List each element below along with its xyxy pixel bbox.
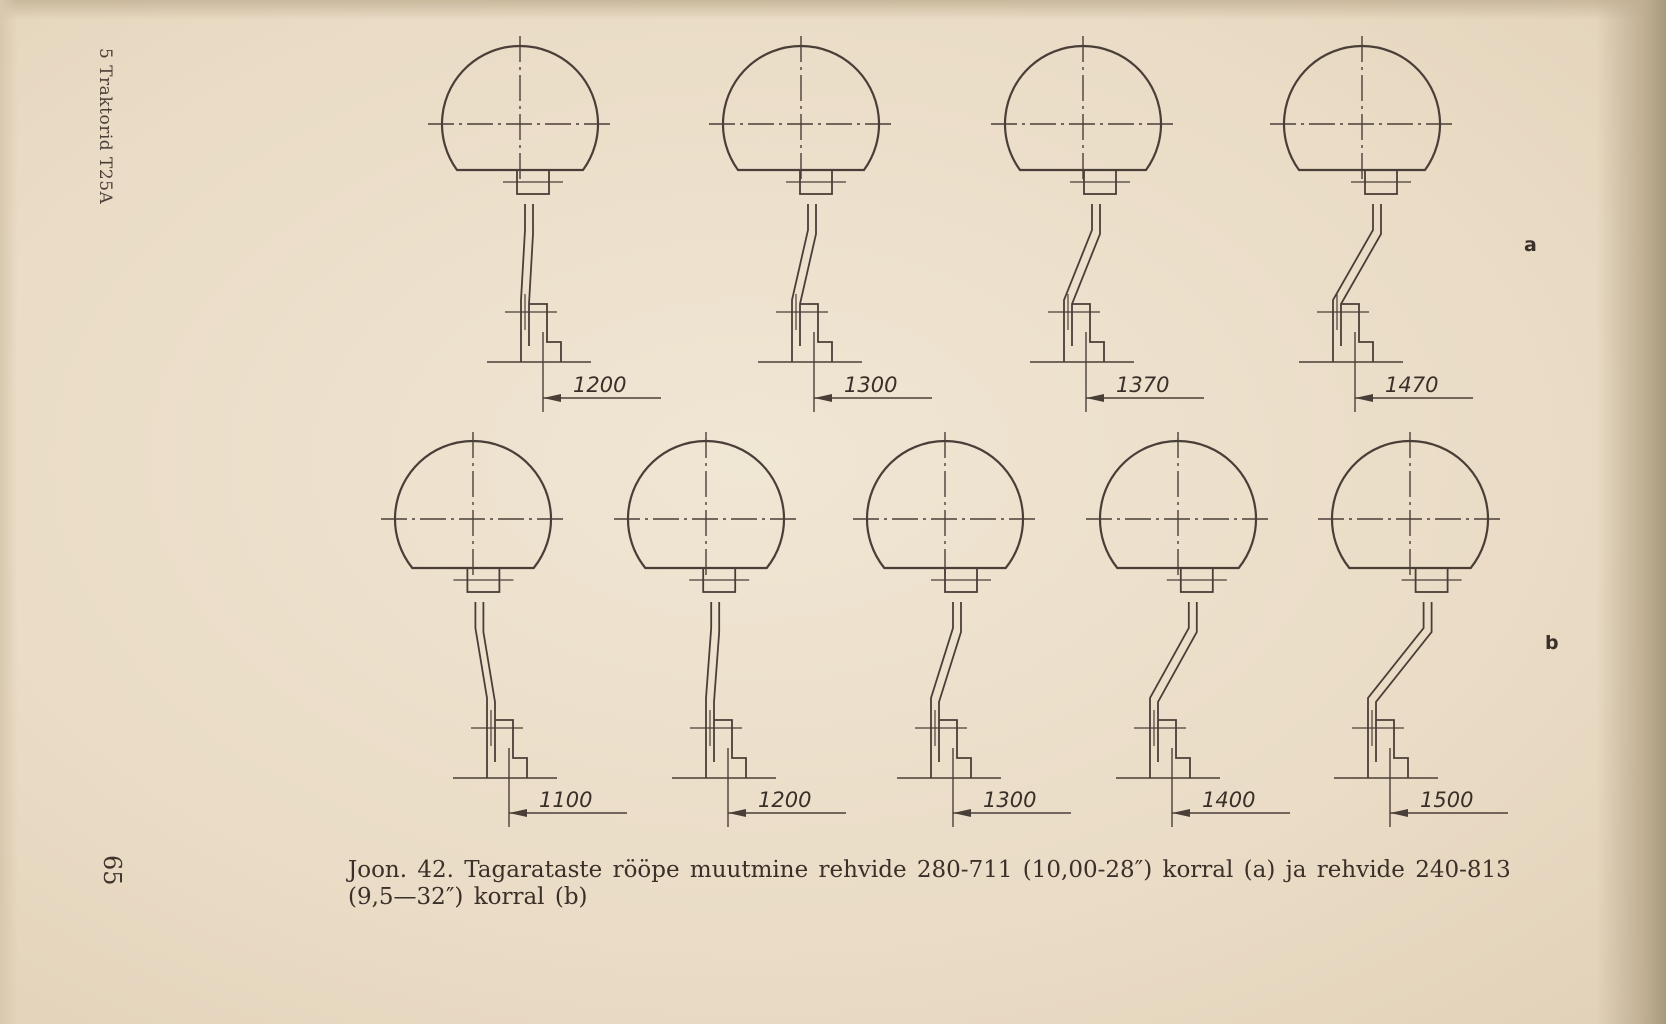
wheel-disk-inner <box>1158 602 1197 762</box>
dimension-arrow <box>1172 809 1190 817</box>
row-b-dimension-3: 1300 <box>983 788 1037 812</box>
row-b-dimension-2: 1200 <box>758 788 812 812</box>
row-b-figure <box>853 432 1071 827</box>
dimension-arrow <box>509 809 527 817</box>
running-head: 5 Traktorid T25A <box>95 48 115 205</box>
row-b-dimension-5: 1500 <box>1420 788 1474 812</box>
row-b-dimension-4: 1400 <box>1202 788 1256 812</box>
dimension-arrow <box>1390 809 1408 817</box>
figure-caption <box>348 857 1558 911</box>
page-number: 65 <box>98 855 126 886</box>
rim-flange <box>939 720 971 778</box>
row-a-dimension-4: 1470 <box>1385 373 1439 397</box>
rim-flange <box>529 304 561 362</box>
row-a-dimension-2: 1300 <box>844 373 898 397</box>
rim-flange <box>800 304 832 362</box>
wheel-disk-inner <box>529 204 533 346</box>
wheel-disk-inner <box>714 602 719 762</box>
row-b-dimension-1: 1100 <box>539 788 593 812</box>
dimension-arrow <box>1355 394 1373 402</box>
rim-flange <box>1376 720 1408 778</box>
dimension-arrow <box>814 394 832 402</box>
dimension-arrow <box>953 809 971 817</box>
rim-flange <box>1158 720 1190 778</box>
row-b-figure <box>381 432 627 827</box>
caption-line-1: Joon. 42. Tagarataste rööpe muutmine rehvide 280-711 (10,00-28″) korral (a) ja rehvide 240-813 <box>348 857 1511 883</box>
row-b-figure <box>1318 432 1508 827</box>
row-a-dimension-3: 1370 <box>1116 373 1170 397</box>
dimension-arrow <box>728 809 746 817</box>
row-b-figures <box>381 432 1508 827</box>
wheel-disk-outer <box>1333 204 1373 346</box>
row-a-dimension-1: 1200 <box>573 373 627 397</box>
caption-line-2: (9,5—32″) korral (b) <box>348 884 588 910</box>
wheel-disk-outer <box>931 602 953 762</box>
row-a-figures <box>428 36 1473 412</box>
wheel-disk-outer <box>475 602 487 762</box>
dimension-arrow <box>543 394 561 402</box>
row-b-figure <box>614 432 846 827</box>
row-b-label: b <box>1545 632 1559 654</box>
row-a-figure <box>428 36 661 412</box>
rim-flange <box>495 720 527 778</box>
dimension-arrow <box>1086 394 1104 402</box>
wheel-disk-inner <box>1072 204 1100 346</box>
row-b-figure <box>1086 432 1290 827</box>
rim-flange <box>1072 304 1104 362</box>
rim-flange <box>714 720 746 778</box>
row-a-label: a <box>1524 234 1537 256</box>
row-a-figure <box>991 36 1204 412</box>
row-a-figure <box>1270 36 1473 412</box>
row-a-figure <box>709 36 932 412</box>
rim-flange <box>1341 304 1373 362</box>
